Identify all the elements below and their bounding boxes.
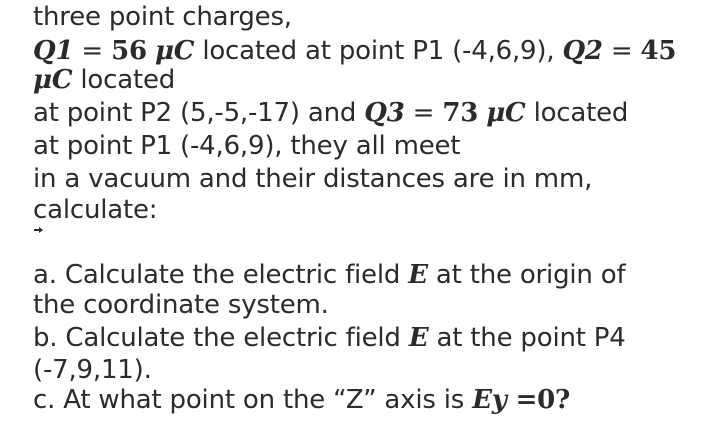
q3-value: 73 [442, 98, 479, 128]
calculate-text: calculate: [33, 195, 158, 225]
question-a-line2 [33, 290, 329, 320]
question-b-line1 [33, 323, 626, 353]
meet-text: at point P1 (-4,6,9), they all meet [33, 131, 461, 161]
line-q1-q2 [33, 36, 676, 66]
q2-unit: μC [33, 65, 73, 95]
question-a-pre: a. Calculate the electric field [33, 260, 409, 290]
q1-unit: μC [154, 36, 195, 66]
q3-located-text: located [525, 98, 629, 128]
line-calculate [33, 195, 157, 225]
question-b-continued: (-7,9,11). [33, 355, 152, 385]
line-vacuum [33, 164, 592, 194]
line-q2-unit [33, 65, 175, 95]
question-c-line [33, 385, 570, 415]
question-a-line1 [33, 260, 625, 290]
intro-text: three point charges, [33, 2, 292, 32]
q2-symbol: Q2 [562, 36, 603, 66]
q1-equals: = [73, 36, 112, 66]
q2-value: 45 [640, 36, 677, 66]
q2-equals: = [602, 36, 641, 66]
question-a-symbol: E [408, 260, 428, 290]
question-b-line2 [33, 355, 152, 385]
q3-equals: = [404, 98, 443, 128]
question-c-pre: c. At what point on the “Z” axis is [33, 385, 473, 415]
q3-symbol: Q3 [364, 98, 405, 128]
question-b-pre: b. Calculate the electric field [33, 323, 409, 353]
line-p2-q3 [33, 98, 628, 128]
small-arrow-mark [34, 229, 41, 231]
question-c-post: =0? [506, 385, 571, 415]
q1-symbol: Q1 [33, 36, 74, 66]
question-a-post: at the origin of [427, 260, 626, 290]
vacuum-text: in a vacuum and their distances are in mm, [33, 164, 593, 194]
q3-unit: μC [486, 98, 526, 128]
q1-value: 56 [111, 36, 147, 66]
question-b-symbol: E [408, 323, 429, 353]
q2-located-text: located [72, 65, 176, 95]
p2-text: at point P2 (5,-5,-17) and [33, 98, 365, 128]
line-p1-meet [33, 131, 460, 161]
line-charges-intro [33, 2, 292, 32]
q1-location-text: located at point P1 (-4,6,9), [194, 36, 563, 66]
question-a-continued: the coordinate system. [33, 290, 329, 320]
question-c-symbol: Ey [472, 385, 507, 415]
question-b-post: at the point P4 [428, 323, 626, 353]
